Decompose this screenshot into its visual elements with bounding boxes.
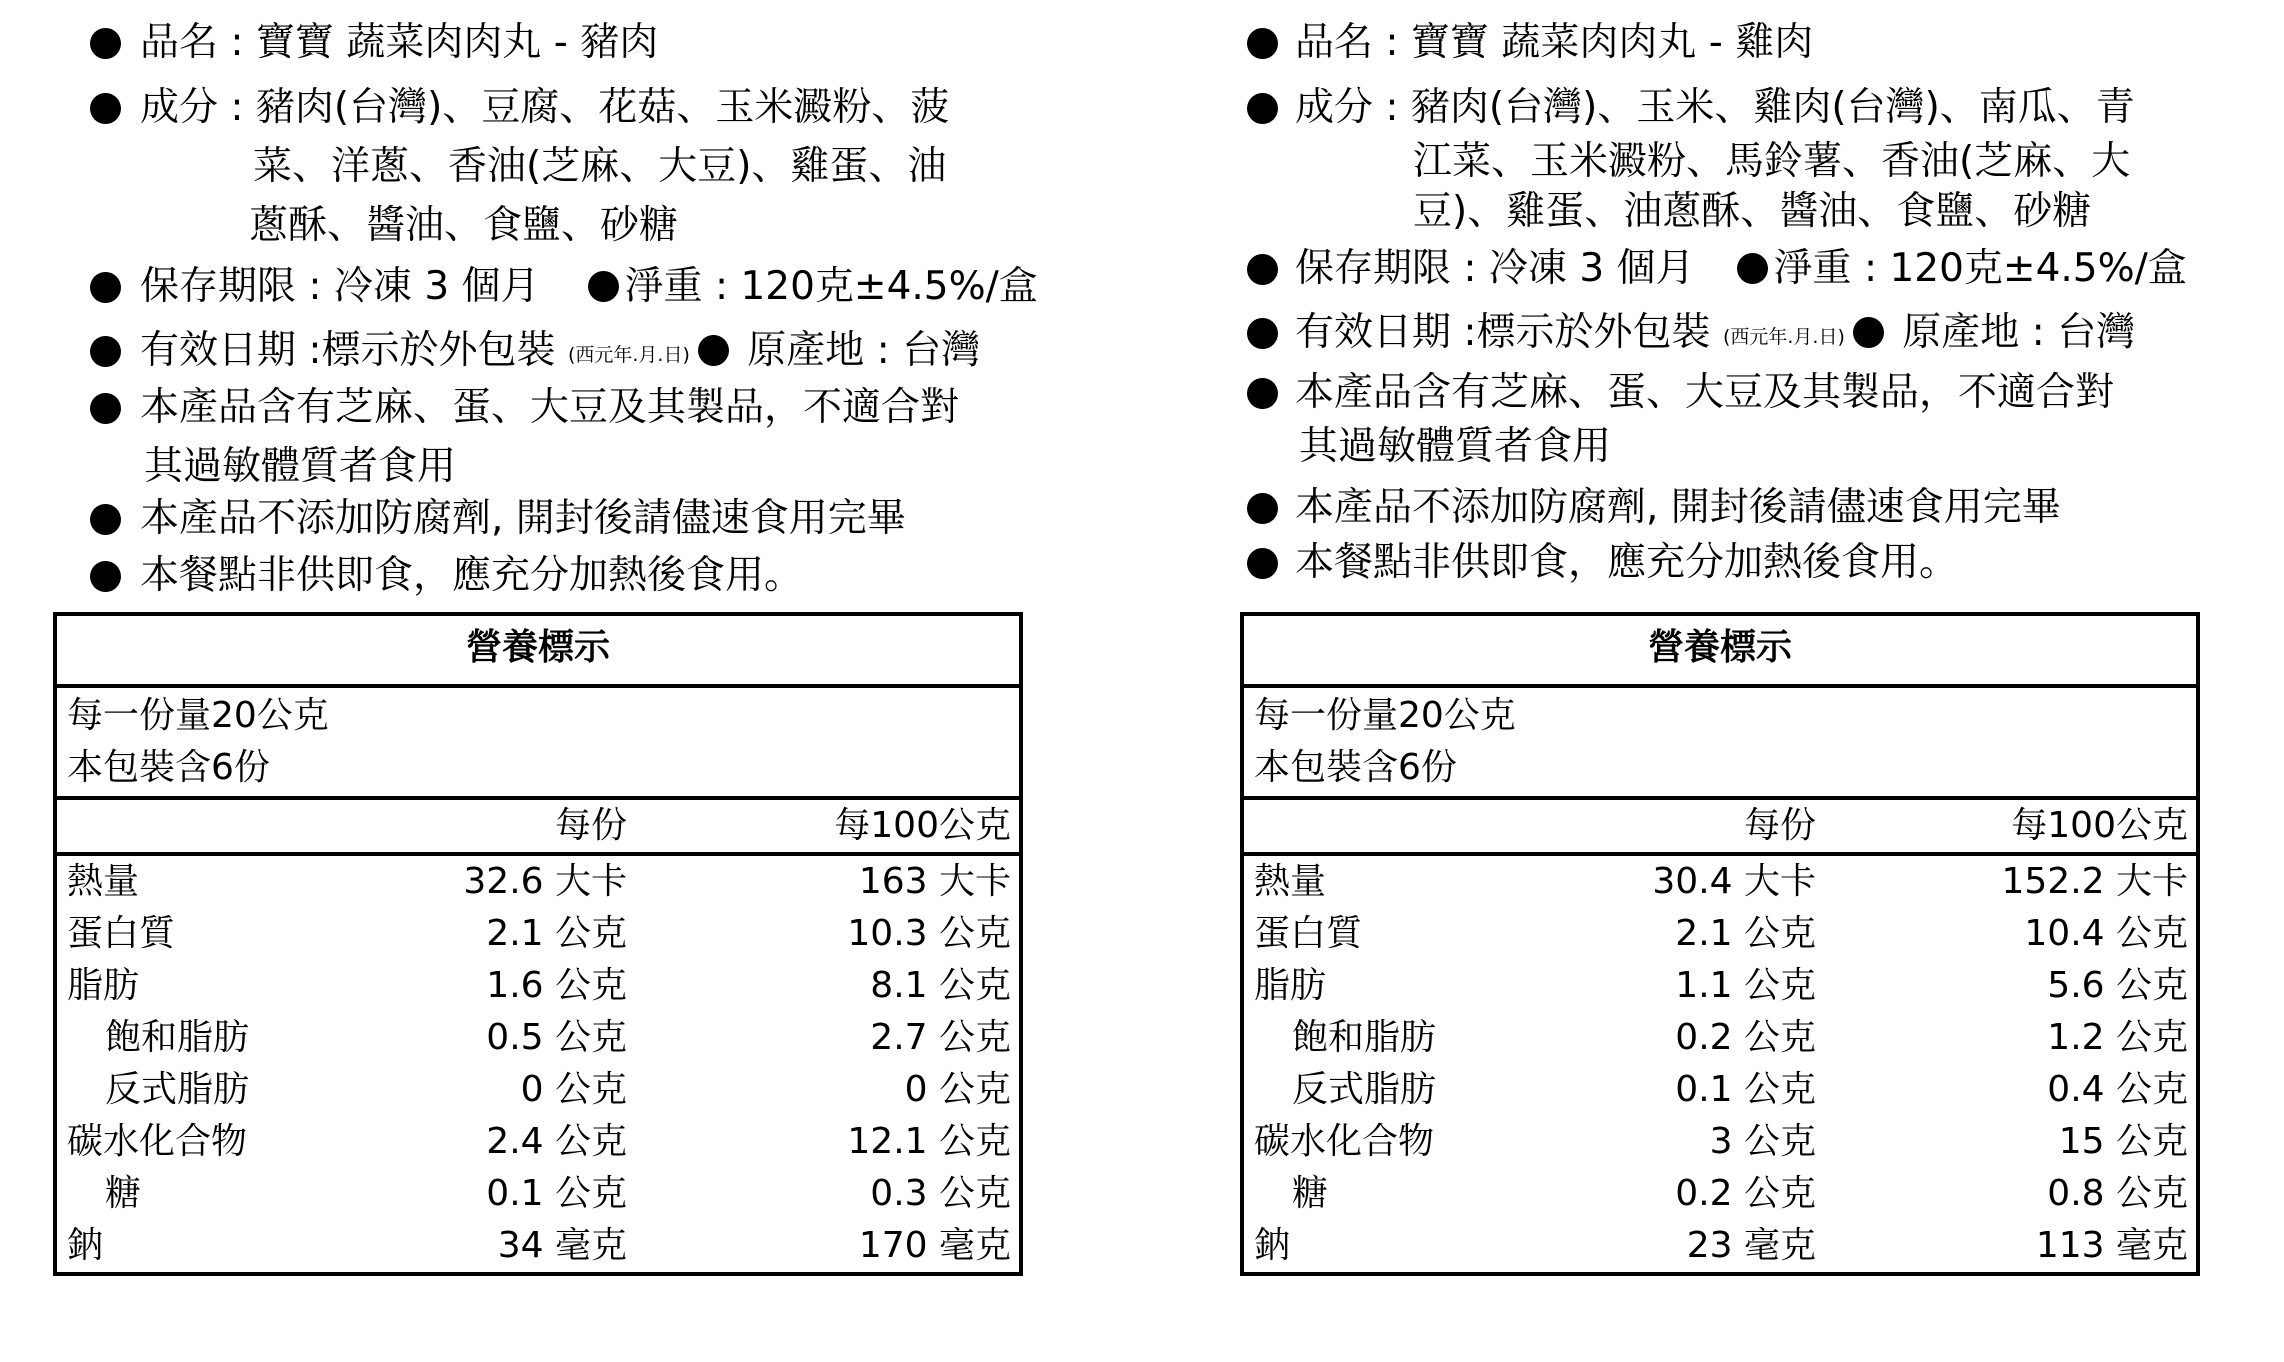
net-weight: 淨重 : 120克±4.5%/盒 [624,264,1038,309]
bullet-icon [90,504,121,535]
per-100g-value: 1.2 公克 [2047,1017,2188,1058]
nutrient-name: 脂肪 [1254,965,1327,1006]
per-100g-value: 10.3 公克 [847,913,1011,954]
bullet-icon [1247,254,1278,285]
nutrient-name: 糖 [105,1173,142,1214]
per-100g-value: 15 公克 [2058,1121,2188,1162]
per-serving-value: 0 公克 [520,1069,627,1110]
bullet-icon [1247,378,1278,409]
nutrient-name: 脂肪 [67,965,140,1006]
expiry-date: 有效日期 :標示於外包裝 [140,328,556,373]
column-header-per-100g: 每100公克 [2011,805,2188,846]
per-serving-value: 0.2 公克 [1675,1017,1816,1058]
per-serving-value: 2.1 公克 [1675,913,1816,954]
nutrient-name: 反式脂肪 [1292,1069,1437,1110]
nutrient-name: 鈉 [1254,1225,1291,1266]
per-100g-value: 163 大卡 [858,861,1011,902]
product-name: 品名 : 寶寶 蔬菜肉肉丸 - 豬肉 [140,20,659,65]
bullet-icon [1853,317,1884,348]
allergen-line-2: 其過敏體質者食用 [1299,424,1612,469]
nutrition-facts-table [1240,612,2200,1276]
per-serving-value: 23 毫克 [1686,1225,1816,1266]
expiry-date: 有效日期 :標示於外包裝 [1295,310,1711,355]
nutrient-name: 碳水化合物 [1254,1121,1435,1162]
per-100g-value: 12.1 公克 [847,1121,1011,1162]
nutrition-facts-table [53,612,1023,1276]
per-100g-value: 0.4 公克 [2047,1069,2188,1110]
bullet-icon [1247,548,1278,579]
per-serving-value: 3 公克 [1709,1121,1816,1162]
bullet-icon [90,393,121,424]
expiry-note: (西元年.月.日) [1722,326,1845,348]
nutrient-name: 蛋白質 [1254,913,1363,954]
per-100g-value: 170 毫克 [858,1225,1011,1266]
column-header-per-serving: 每份 [554,805,627,846]
ingredients-line-3: 蔥酥、醬油、食鹽、砂糖 [249,203,679,248]
per-serving-value: 0.1 公克 [1675,1069,1816,1110]
storage-line [140,264,1038,310]
bullet-icon [1247,318,1278,349]
nutrient-name: 糖 [1292,1173,1329,1214]
per-serving-value: 34 毫克 [497,1225,627,1266]
per-serving-value: 0.1 公克 [486,1173,627,1214]
nutrient-name: 飽和脂肪 [1292,1017,1437,1058]
nutrient-name: 鈉 [67,1225,104,1266]
allergen-line-1: 本產品含有芝麻、蛋、大豆及其製品，不適合對 [1295,370,2115,415]
origin: 原產地 : 台灣 [747,328,981,373]
bullet-icon [90,28,121,59]
ingredients-line-1: 成分 : 豬肉(台灣)、玉米、雞肉(台灣)、南瓜、青 [1295,85,2135,130]
per-100g-value: 152.2 大卡 [2001,861,2188,902]
shelf-life: 保存期限 : 冷凍 3 個月 [140,264,540,309]
divider [57,684,1019,688]
per-100g-value: 0.8 公克 [2047,1173,2188,1214]
nutrition-title: 營養標示 [1647,627,1792,668]
per-serving-value: 32.6 大卡 [463,861,627,902]
per-serving-value: 30.4 大卡 [1652,861,1816,902]
net-weight: 淨重 : 120克±4.5%/盒 [1773,246,2187,291]
bullet-icon [1247,93,1278,124]
bullet-icon [90,561,121,592]
column-header-per-serving: 每份 [1743,805,1816,846]
per-serving-value: 1.6 公克 [486,965,627,1006]
serving-size: 每一份量20公克 [1254,695,1516,736]
ingredients-line-3: 豆)、雞蛋、油蔥酥、醬油、食鹽、砂糖 [1413,189,2092,234]
bullet-icon [588,271,619,302]
per-100g-value: 0.3 公克 [870,1173,1011,1214]
ingredients-line-2: 菜、洋蔥、香油(芝麻、大豆)、雞蛋、油 [253,144,947,189]
ingredients-line-2: 江菜、玉米澱粉、馬鈴薯、香油(芝麻、大 [1413,139,2131,184]
preservative-note: 本產品不添加防腐劑, 開封後請儘速食用完畢 [140,496,906,541]
allergen-line-2: 其過敏體質者食用 [144,444,457,489]
servings-per-package: 本包裝含6份 [67,747,270,788]
serving-size: 每一份量20公克 [67,695,329,736]
expiry-note: (西元年.月.日) [567,344,690,366]
shelf-life: 保存期限 : 冷凍 3 個月 [1295,246,1695,291]
nutrient-name: 熱量 [1254,861,1327,902]
servings-per-package: 本包裝含6份 [1254,747,1457,788]
per-serving-value: 1.1 公克 [1675,965,1816,1006]
expiry-line [1295,310,2135,360]
per-serving-value: 0.2 公克 [1675,1173,1816,1214]
nutrient-name: 蛋白質 [67,913,176,954]
bullet-icon [1737,253,1768,284]
bullet-icon [90,272,121,303]
allergen-line-1: 本產品含有芝麻、蛋、大豆及其製品，不適合對 [140,385,960,430]
nutrition-title: 營養標示 [465,627,610,668]
nutrient-name: 反式脂肪 [105,1069,250,1110]
nutrient-name: 熱量 [67,861,140,902]
per-serving-value: 2.1 公克 [486,913,627,954]
expiry-line [140,328,980,378]
per-100g-value: 0 公克 [904,1069,1011,1110]
per-100g-value: 2.7 公克 [870,1017,1011,1058]
per-serving-value: 2.4 公克 [486,1121,627,1162]
bullet-icon [1247,28,1278,59]
storage-line [1295,246,2187,292]
origin: 原產地 : 台灣 [1902,310,2136,355]
per-100g-value: 5.6 公克 [2047,965,2188,1006]
heating-note: 本餐點非供即食，應充分加熱後食用。 [140,553,804,598]
bullet-icon [90,336,121,367]
preservative-note: 本產品不添加防腐劑, 開封後請儘速食用完畢 [1295,485,2061,530]
bullet-icon [698,335,729,366]
nutrient-name: 飽和脂肪 [105,1017,250,1058]
bullet-icon [1247,493,1278,524]
ingredients-line-1: 成分 : 豬肉(台灣)、豆腐、花菇、玉米澱粉、菠 [140,85,950,130]
divider [1244,684,2196,688]
per-100g-value: 10.4 公克 [2024,913,2188,954]
column-header-per-100g: 每100公克 [834,805,1011,846]
per-100g-value: 8.1 公克 [870,965,1011,1006]
nutrient-name: 碳水化合物 [67,1121,248,1162]
per-serving-value: 0.5 公克 [486,1017,627,1058]
bullet-icon [90,93,121,124]
heating-note: 本餐點非供即食，應充分加熱後食用。 [1295,540,1959,585]
per-100g-value: 113 毫克 [2035,1225,2188,1266]
product-name: 品名 : 寶寶 蔬菜肉肉丸 - 雞肉 [1295,20,1814,65]
